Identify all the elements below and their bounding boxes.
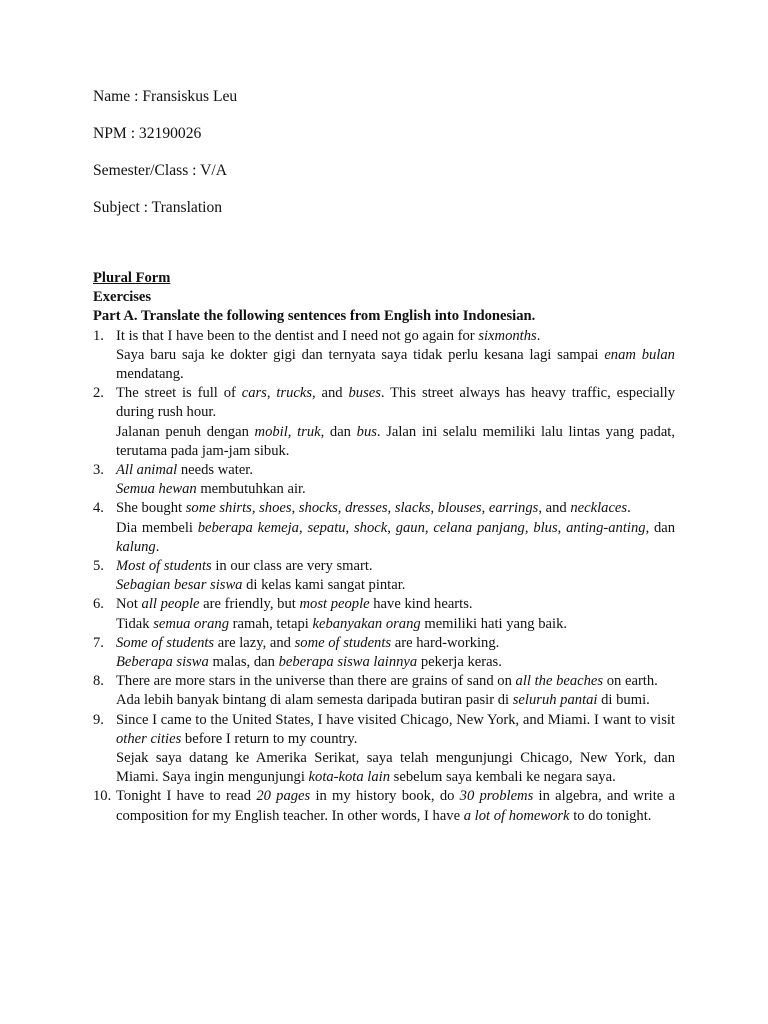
item-number: 9. xyxy=(93,711,104,728)
italic-phrase: Semua hewan xyxy=(116,481,197,498)
text-run: , xyxy=(481,500,489,517)
italic-phrase: semua orang xyxy=(153,615,229,632)
text-run: Tonight I have to read xyxy=(116,788,257,805)
text-run: pekerja keras. xyxy=(417,654,502,671)
indonesian-translation xyxy=(116,615,675,634)
text-run: , xyxy=(287,423,298,440)
italic-phrase: most people xyxy=(299,596,370,613)
text-run: . xyxy=(627,500,631,517)
list-item xyxy=(93,461,675,499)
italic-phrase: other cities xyxy=(116,730,182,747)
item-number: 4. xyxy=(93,500,104,517)
indonesian-translation xyxy=(116,519,675,557)
italic-phrase: all people xyxy=(141,596,200,613)
text-run: Tidak xyxy=(116,615,154,632)
text-run: mendatang. xyxy=(116,366,184,383)
text-run: have kind hearts. xyxy=(369,596,473,613)
italic-phrase: earrings xyxy=(488,500,539,517)
italic-phrase: Most of students xyxy=(116,558,212,575)
italic-phrase: trucks xyxy=(276,385,313,402)
text-run: , and xyxy=(312,385,349,402)
italic-phrase: shocks xyxy=(298,500,338,517)
text-run: , xyxy=(387,500,395,517)
text-run: It is that I have been to the dentist and I need not go again for xyxy=(116,327,479,344)
list-item xyxy=(93,327,675,385)
text-run: Dia membeli xyxy=(116,519,198,536)
text-run: Since I came to the United States, I have visited Chicago, New York, and Miami. I want to visit xyxy=(116,711,675,728)
text-run: , dan xyxy=(320,423,357,440)
italic-phrase: slacks xyxy=(394,500,431,517)
text-run: There are more stars in the universe than there are grains of sand on xyxy=(116,673,516,690)
text-run: on earth. xyxy=(603,673,658,690)
section-title: Plural Form xyxy=(93,270,171,286)
text-run: , xyxy=(298,519,308,536)
text-run: , xyxy=(251,500,260,517)
italic-phrase: Sebagian besar siswa xyxy=(116,577,243,594)
indonesian-translation xyxy=(116,346,675,384)
indonesian-translation xyxy=(116,691,675,710)
italic-phrase: some of students xyxy=(294,634,392,651)
text-run: Not xyxy=(116,596,142,613)
indonesian-translation xyxy=(116,423,675,461)
exercise-content xyxy=(93,269,675,826)
italic-phrase: a lot of homework xyxy=(463,807,570,824)
italic-phrase: necklaces xyxy=(570,500,628,517)
text-run: malas, dan xyxy=(208,654,279,671)
text-run: are friendly, but xyxy=(199,596,300,613)
italic-phrase: seluruh pantai xyxy=(512,692,598,709)
student-npm: NPM : 32190026 xyxy=(93,125,202,142)
italic-phrase: some shirts xyxy=(185,500,252,517)
student-name: Name : Fransiskus Leu xyxy=(93,88,238,105)
list-item xyxy=(93,595,675,633)
text-run: Sejak saya datang ke Amerika Serikat, saya telah mengunjungi Chicago, New York, dan Miami. Saya ingin mengunjungi xyxy=(116,750,675,786)
indonesian-translation xyxy=(116,576,675,595)
italic-phrase: 20 pages xyxy=(256,788,311,805)
english-sentence xyxy=(116,499,675,518)
italic-phrase: shoes xyxy=(259,500,292,517)
text-run: di bumi. xyxy=(597,692,650,709)
english-sentence xyxy=(116,672,675,691)
italic-phrase: kota-kota lain xyxy=(308,769,391,786)
text-run: ramah, tetapi xyxy=(229,615,313,632)
text-run: are lazy, and xyxy=(214,634,295,651)
text-run: in algebra, and write a composition for my English teacher. In other words, I have xyxy=(116,788,675,824)
italic-phrase: 30 problems xyxy=(459,788,534,805)
text-run: , xyxy=(266,385,277,402)
text-run: The street is full of xyxy=(116,385,242,402)
text-run: , xyxy=(387,519,396,536)
item-number: 6. xyxy=(93,596,104,613)
list-item xyxy=(93,672,675,710)
semester-class: Semester/Class : V/A xyxy=(93,162,227,179)
english-sentence xyxy=(116,461,675,480)
english-sentence xyxy=(116,634,675,653)
text-run: di kelas kami sangat pintar. xyxy=(242,577,406,594)
item-number: 1. xyxy=(93,327,104,344)
italic-phrase: bus xyxy=(356,423,377,440)
list-item xyxy=(93,711,675,788)
text-run: . xyxy=(155,538,160,555)
text-run: . xyxy=(536,327,541,344)
italic-phrase: shock xyxy=(354,519,388,536)
italic-phrase: dresses xyxy=(345,500,388,517)
italic-phrase: blouses xyxy=(437,500,482,517)
indonesian-translation xyxy=(116,480,675,499)
text-run: , xyxy=(430,500,438,517)
text-run: to do tonight. xyxy=(569,807,652,824)
list-item xyxy=(93,787,675,825)
text-run: Jalanan penuh dengan xyxy=(116,423,255,440)
item-number: 3. xyxy=(93,462,104,479)
italic-phrase: mobil xyxy=(254,423,288,440)
italic-phrase: beberapa siswa lainnya xyxy=(278,654,418,671)
exercise-list xyxy=(93,327,675,826)
text-run: . Jalan ini selalu memiliki lalu lintas yang padat, terutama pada jam-jam sibuk. xyxy=(116,423,676,459)
text-run: memiliki hati yang baik. xyxy=(420,615,568,632)
list-item xyxy=(93,634,675,672)
text-run: , xyxy=(424,519,434,536)
list-item xyxy=(93,499,675,557)
italic-phrase: buses xyxy=(348,385,381,402)
italic-phrase: celana panjang xyxy=(433,519,525,536)
english-sentence xyxy=(116,711,675,749)
italic-phrase: blus xyxy=(533,519,558,536)
text-run: membutuhkan air. xyxy=(196,481,306,498)
english-sentence xyxy=(116,557,675,576)
italic-phrase: all the beaches xyxy=(515,673,604,690)
english-sentence xyxy=(116,327,675,346)
text-run: in our class are very smart. xyxy=(211,558,373,575)
text-run: , xyxy=(291,500,299,517)
text-run: She bought xyxy=(116,500,186,517)
item-number: 10. xyxy=(93,788,112,805)
text-run: before I return to my country. xyxy=(181,730,358,747)
text-run: sebelum saya kembali ke negara saya. xyxy=(390,769,616,786)
italic-phrase: enam bulan xyxy=(604,346,675,363)
italic-phrase: sixmonths xyxy=(478,327,537,344)
section-subtitle: Exercises xyxy=(93,289,152,306)
list-item xyxy=(93,557,675,595)
item-number: 2. xyxy=(93,385,104,402)
text-run: Saya baru saja ke dokter gigi dan ternyata saya tidak perlu kesana lagi sampai xyxy=(116,346,605,363)
text-run: , xyxy=(345,519,354,536)
italic-phrase: anting-anting xyxy=(566,519,646,536)
subject: Subject : Translation xyxy=(93,199,223,216)
italic-phrase: Beberapa siswa xyxy=(116,654,209,671)
italic-phrase: truk xyxy=(297,423,321,440)
text-run: Ada lebih banyak bintang di alam semesta daripada butiran pasir di xyxy=(116,692,513,709)
instruction: Part A. Translate the following sentences from English into Indonesian. xyxy=(93,308,536,325)
text-run: , and xyxy=(538,500,571,517)
item-number: 7. xyxy=(93,634,104,651)
italic-phrase: kebanyakan orang xyxy=(312,615,421,632)
english-sentence xyxy=(116,787,675,825)
italic-phrase: kalung xyxy=(116,538,156,555)
text-run: , dan xyxy=(645,519,676,536)
indonesian-translation xyxy=(116,653,675,672)
indonesian-translation xyxy=(116,749,675,787)
list-item xyxy=(93,384,675,461)
italic-phrase: gaun xyxy=(395,519,425,536)
italic-phrase: Some of students xyxy=(116,634,215,651)
text-run: . This street always has heavy traffic, especially during rush hour. xyxy=(116,385,675,421)
text-run: , xyxy=(557,519,567,536)
item-number: 5. xyxy=(93,558,104,575)
text-run: are hard-working. xyxy=(391,634,500,651)
text-run: needs water. xyxy=(177,462,253,479)
english-sentence xyxy=(116,595,675,614)
text-run: in my history book, do xyxy=(310,788,460,805)
text-run: , xyxy=(524,519,534,536)
italic-phrase: beberapa kemeja xyxy=(197,519,299,536)
italic-phrase: sepatu xyxy=(307,519,346,536)
english-sentence xyxy=(116,384,675,422)
italic-phrase: All animal xyxy=(116,462,178,479)
italic-phrase: cars xyxy=(241,385,267,402)
item-number: 8. xyxy=(93,673,104,690)
text-run: , xyxy=(337,500,346,517)
